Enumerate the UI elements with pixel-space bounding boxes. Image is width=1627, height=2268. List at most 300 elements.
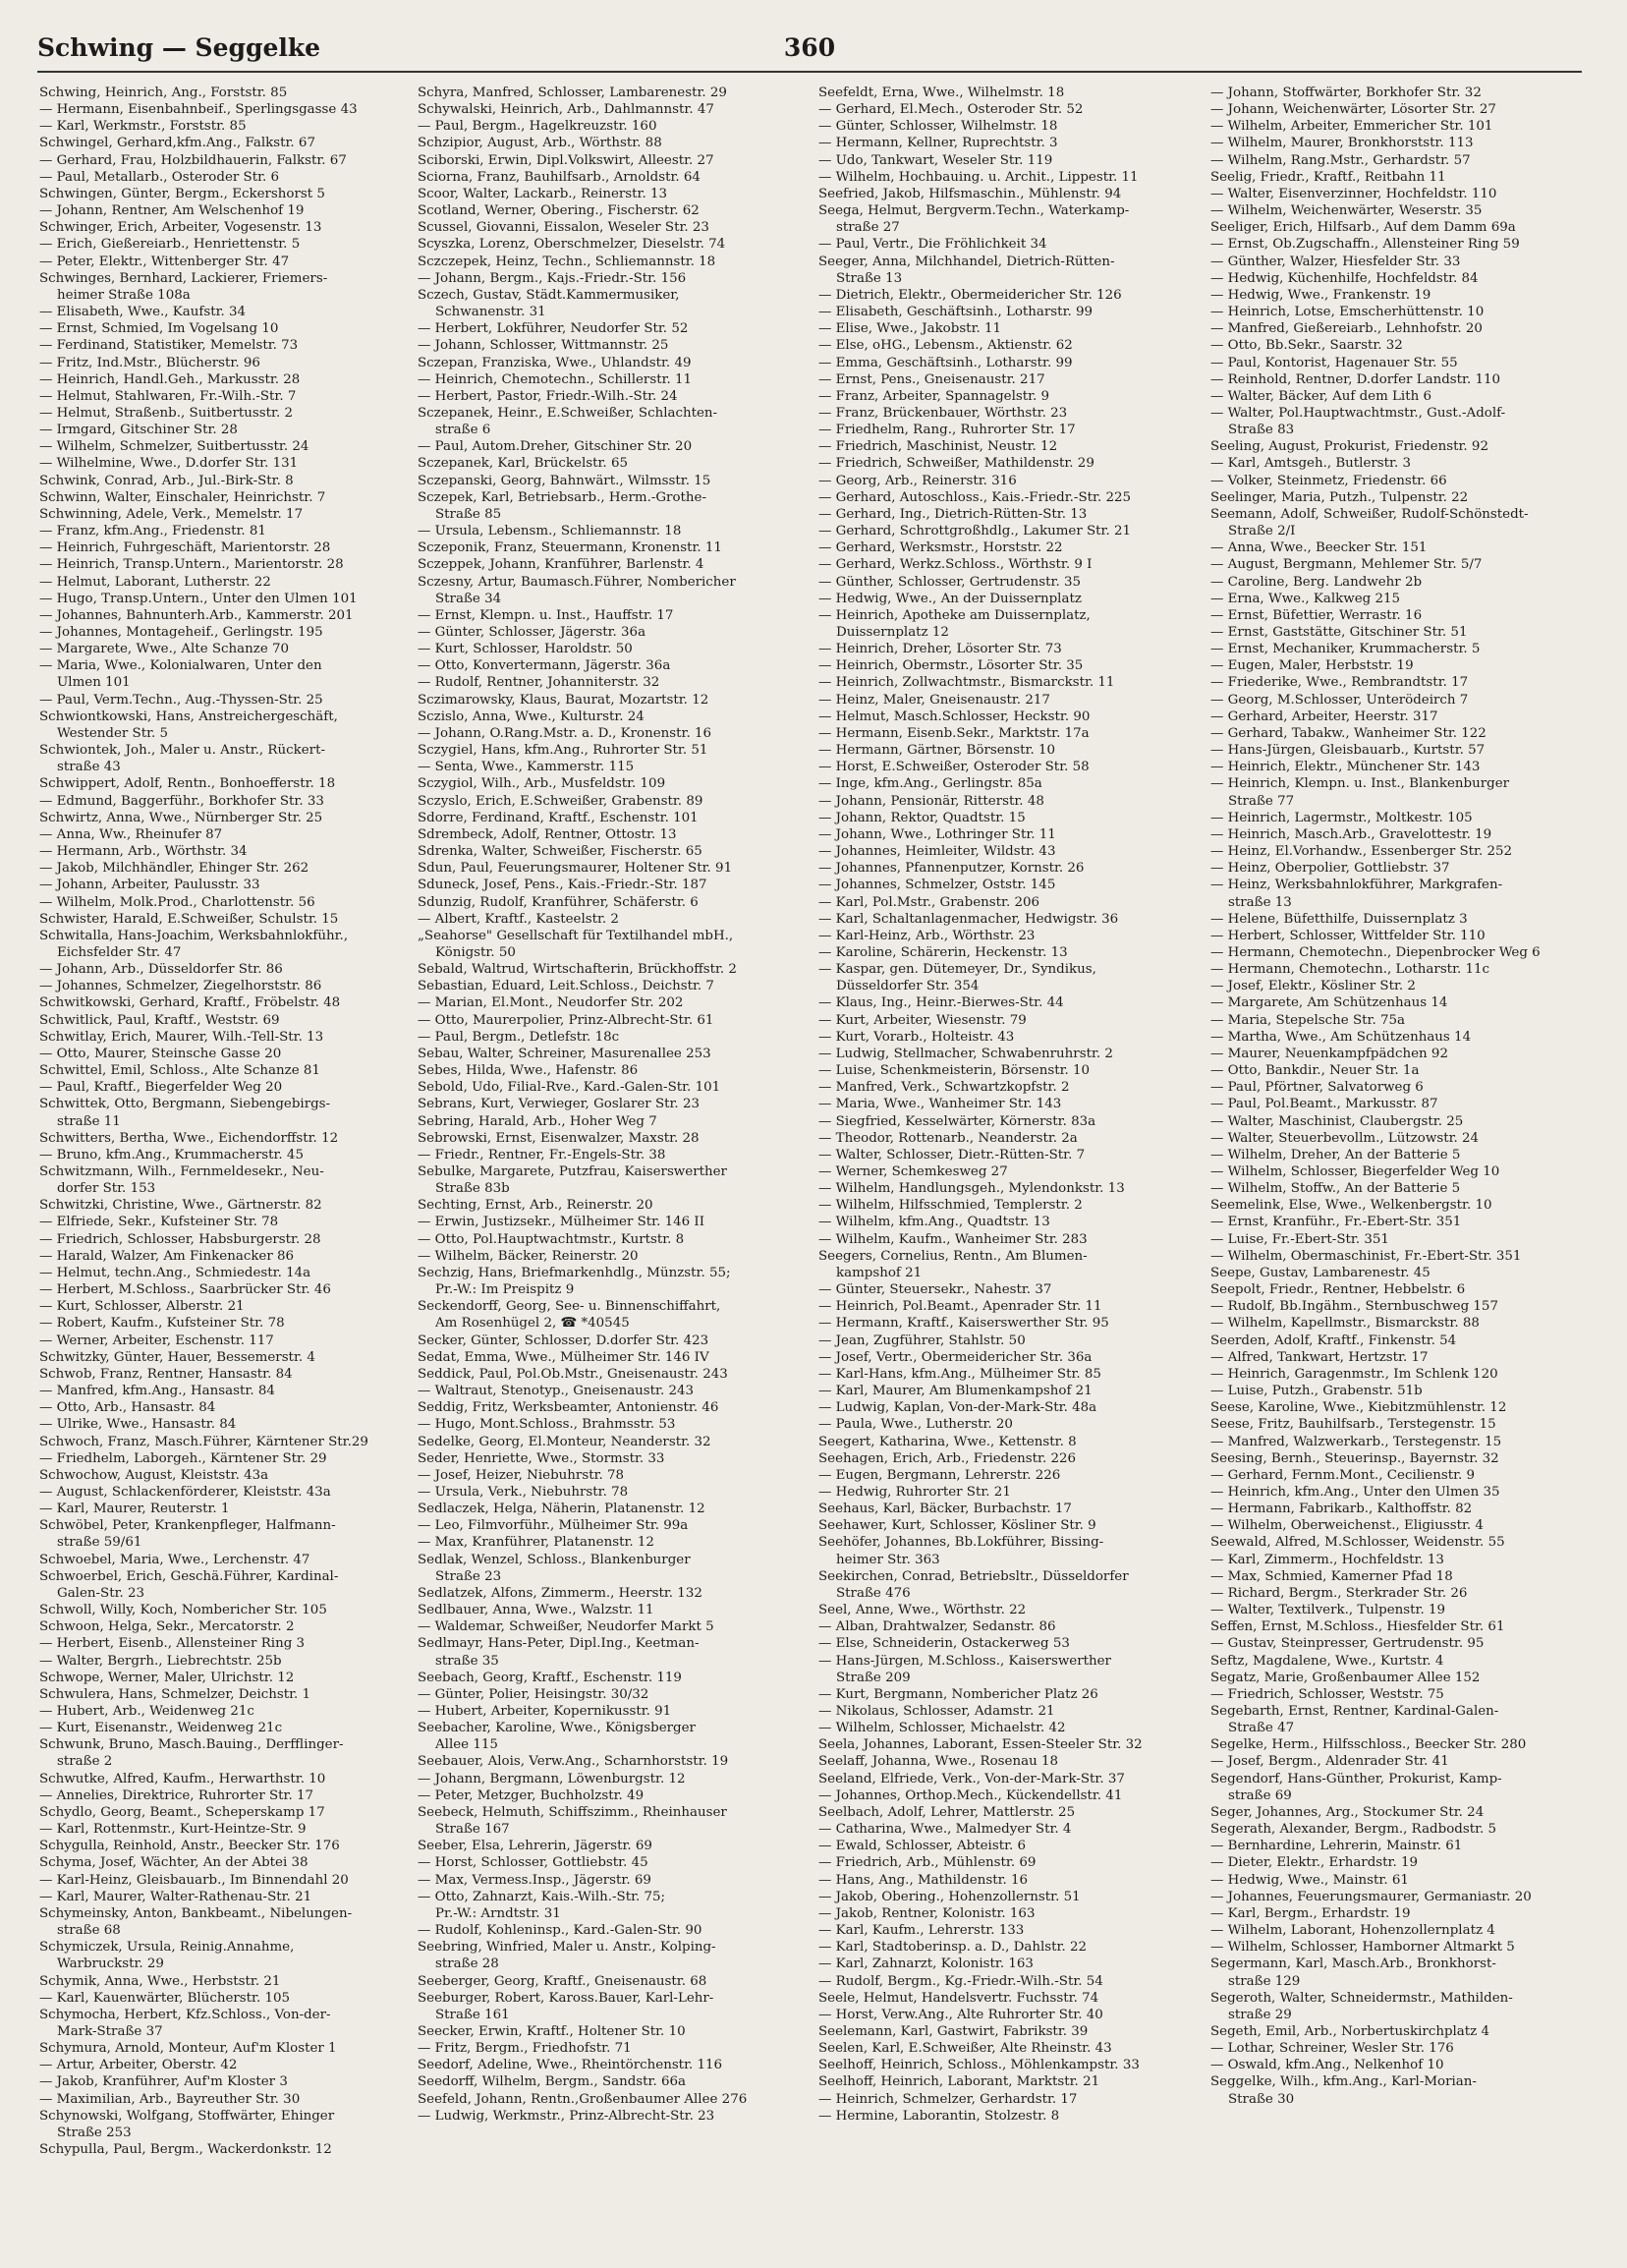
- directory-entry: — Karl-Heinz, Arb., Wörthstr. 23: [818, 928, 1036, 943]
- directory-entry: — Heinrich, Lotse, Emscherhüttenstr. 10: [1210, 305, 1485, 320]
- directory-entry: Schwink, Conrad, Arb., Jul.-Birk-Str. 8: [39, 473, 294, 488]
- directory-entry: — Heinz, Werksbahnlokführer, Markgrafen-: [1210, 878, 1503, 893]
- directory-entry: — Maria, Wwe., Wanheimer Str. 143: [818, 1097, 1062, 1112]
- directory-entry: — Karl-Hans, kfm.Ang., Mülheimer Str. 85: [818, 1366, 1101, 1382]
- directory-entry: Seeberger, Georg, Kraftf., Gneisenaustr. 68: [418, 1973, 707, 1989]
- directory-entry: — Karl, Kauenwärter, Blücherstr. 105: [39, 1990, 291, 2006]
- directory-entry: — Jakob, Milchhändler, Ehinger Str. 262: [39, 861, 309, 877]
- directory-entry: Seeger, Anna, Milchhandel, Dietrich-Rütten-: [818, 254, 1115, 269]
- directory-entry: — Paul, Kontorist, Hagenauer Str. 55: [1210, 355, 1458, 370]
- entry-continuation: heimer Str. 363: [836, 1552, 940, 1567]
- directory-entry: — Hermann, Chemotechn., Lotharstr. 11c: [1210, 962, 1490, 978]
- directory-entry: Seehöfer, Johannes, Bb.Lokführer, Bissing-: [818, 1535, 1104, 1551]
- entry-continuation: straße 69: [1228, 1787, 1292, 1803]
- directory-entry: Sczepanek, Karl, Brückelstr. 65: [418, 456, 628, 472]
- directory-entry: Seffen, Ernst, M.Schloss., Hiesfelder Str. 61: [1210, 1619, 1505, 1635]
- directory-entry: Sdun, Paul, Feuerungsmaurer, Holtener Str. 91: [418, 861, 733, 877]
- entry-continuation: straße 59/61: [57, 1535, 142, 1551]
- entry-continuation: Straße 83b: [435, 1181, 510, 1197]
- directory-entry: — Herbert, Eisenb., Allensteiner Ring 3: [39, 1636, 306, 1652]
- directory-entry: — Nikolaus, Schlosser, Adamstr. 21: [818, 1704, 1055, 1719]
- directory-entry: — Günter, Polier, Heisingstr. 30/32: [418, 1686, 649, 1702]
- directory-entry: — Luise, Schenkmeisterin, Börsenstr. 10: [818, 1063, 1091, 1079]
- directory-entry: — Dieter, Elektr., Erhardstr. 19: [1210, 1855, 1419, 1871]
- directory-entry: — Kurt, Schlosser, Haroldstr. 50: [418, 642, 633, 657]
- directory-entry: Scyszka, Lorenz, Oberschmelzer, Dieselstr. 74: [418, 237, 726, 253]
- directory-entry: — Franz, kfm.Ang., Friedenstr. 81: [39, 524, 266, 539]
- entry-continuation: dorfer Str. 153: [57, 1181, 156, 1197]
- directory-entry: Seele, Helmut, Handelsvertr. Fuchsstr. 74: [818, 1990, 1099, 2006]
- directory-entry: — Johannes, Bahnunterh.Arb., Kammerstr. 201: [39, 607, 354, 623]
- directory-entry: — Hubert, Arbeiter, Kopernikusstr. 91: [418, 1704, 672, 1719]
- directory-entry: Schwitters, Bertha, Wwe., Eichendorffstr. 12: [39, 1130, 339, 1146]
- directory-entry: — Kurt, Bergmann, Nombericher Platz 26: [818, 1686, 1098, 1702]
- directory-entry: — Ludwig, Kaplan, Von-der-Mark-Str. 48a: [818, 1400, 1097, 1416]
- directory-entry: Sdunzig, Rudolf, Kranführer, Schäferstr. 6: [418, 894, 699, 910]
- directory-entry: — Hubert, Arb., Weidenweg 21c: [39, 1704, 254, 1719]
- directory-entry: — Manfred, Verk., Schwartzkopfstr. 2: [818, 1080, 1070, 1096]
- directory-entry: — Wilhelm, Schlosser, Biegerfelder Weg 10: [1210, 1164, 1500, 1179]
- directory-entry: — Helmut, Masch.Schlosser, Heckstr. 90: [818, 709, 1091, 724]
- directory-entry: — Artur, Arbeiter, Oberstr. 42: [39, 2058, 238, 2073]
- directory-entry: Seefried, Jakob, Hilfsmaschin., Mühlenstr. 94: [818, 186, 1122, 201]
- directory-entry: — Manfred, Gießereiarb., Lehnhofstr. 20: [1210, 321, 1483, 337]
- directory-entry: — Hedwig, Küchenhilfe, Hochfeldstr. 84: [1210, 270, 1479, 286]
- directory-entry: — Günter, Schlosser, Jägerstr. 36a: [418, 625, 646, 640]
- directory-entry: — Inge, kfm.Ang., Gerlingstr. 85a: [818, 776, 1042, 792]
- directory-entry: Sebulke, Margarete, Putzfrau, Kaiserswerther: [418, 1164, 727, 1179]
- directory-entry: — Hermine, Laborantin, Stolzestr. 8: [818, 2108, 1060, 2124]
- directory-entry: — Wilhelm, Rang.Mstr., Gerhardstr. 57: [1210, 152, 1471, 168]
- directory-entry: — Hedwig, Wwe., Mainstr. 61: [1210, 1872, 1409, 1888]
- directory-entry: Seepolt, Friedr., Rentner, Hebbelstr. 6: [1210, 1282, 1466, 1298]
- directory-entry: — Reinhold, Rentner, D.dorfer Landstr. 110: [1210, 371, 1501, 387]
- directory-entry: Sczepanek, Heinr., E.Schweißer, Schlachten-: [418, 405, 718, 421]
- entry-continuation: Straße 13: [836, 270, 903, 286]
- directory-entry: — Wilhelm, Oberweichenst., Eligiusstr. 4: [1210, 1518, 1484, 1534]
- entry-continuation: Warbruckstr. 29: [57, 1956, 164, 1972]
- directory-entry: — Helmut, Laborant, Lutherstr. 22: [39, 574, 271, 590]
- directory-entry: — Erich, Gießereiarb., Henriettenstr. 5: [39, 237, 301, 253]
- directory-entry: Seefeldt, Erna, Wwe., Wilhelmstr. 18: [818, 85, 1065, 100]
- column-2: [418, 85, 809, 2256]
- entry-continuation: Straße 167: [435, 1822, 510, 1838]
- directory-entry: — Ernst, Mechaniker, Krummacherstr. 5: [1210, 642, 1481, 657]
- directory-entry: — Gerhard, Schrottgroßhdlg., Lakumer Str. 21: [818, 524, 1132, 539]
- directory-entry: — Senta, Wwe., Kammerstr. 115: [418, 760, 635, 775]
- directory-entry: — Friedhelm, Rang., Ruhrorter Str. 17: [818, 423, 1076, 438]
- directory-entry: — Helmut, Stahlwaren, Fr.-Wilh.-Str. 7: [39, 388, 297, 404]
- directory-entry: Schwirtz, Anna, Wwe., Nürnberger Str. 25: [39, 810, 323, 825]
- directory-entry: — Heinrich, Apotheke am Duissernplatz,: [818, 607, 1091, 623]
- directory-entry: Schwochow, August, Kleiststr. 43a: [39, 1467, 269, 1483]
- directory-entry: — Siegfried, Kesselwärter, Körnerstr. 83a: [818, 1113, 1096, 1129]
- entry-continuation: Am Rosenhügel 2, ☎ *40545: [435, 1316, 630, 1332]
- directory-entry: Sedelke, Georg, El.Monteur, Neanderstr. 32: [418, 1434, 711, 1449]
- directory-entry: — Georg, Arb., Reinerstr. 316: [818, 473, 1017, 488]
- directory-entry: Seebring, Winfried, Maler u. Anstr., Kolping-: [418, 1940, 716, 1956]
- directory-entry: — Heinrich, Lagermstr., Moltkestr. 105: [1210, 810, 1473, 825]
- directory-entry: — Else, oHG., Lebensm., Aktienstr. 62: [818, 338, 1073, 354]
- directory-entry: „Seahorse" Gesellschaft für Textilhandel mbH.,: [418, 928, 734, 943]
- directory-entry: Sczepek, Karl, Betriebsarb., Herm.-Grothe-: [418, 489, 706, 505]
- directory-entry: — Wilhelm, Arbeiter, Emmericher Str. 101: [1210, 119, 1493, 135]
- directory-entry: Sczech, Gustav, Städt.Kammermusiker,: [418, 287, 680, 303]
- directory-entry: Sczyslo, Erich, E.Schweißer, Grabenstr. 89: [418, 793, 703, 809]
- directory-entry: Sedat, Emma, Wwe., Mülheimer Str. 146 IV: [418, 1349, 709, 1365]
- directory-entry: — Elisabeth, Geschäftsinh., Lotharstr. 99: [818, 305, 1094, 320]
- directory-entry: — Maria, Wwe., Kolonialwaren, Unter den: [39, 658, 322, 674]
- directory-entry: — Karl, Maurer, Walter-Rathenau-Str. 21: [39, 1889, 312, 1904]
- directory-entry: Scoor, Walter, Lackarb., Reinerstr. 13: [418, 186, 668, 201]
- directory-entry: — Johannes, Heimleiter, Wildstr. 43: [818, 844, 1056, 860]
- directory-entry: — Peter, Elektr., Wittenberger Str. 47: [39, 254, 290, 269]
- directory-entry: — Hans-Jürgen, Gleisbauarb., Kurtstr. 57: [1210, 743, 1486, 759]
- entry-continuation: Straße 23: [435, 1568, 502, 1584]
- directory-entry: — Herbert, Schlosser, Wittfelder Str. 110: [1210, 928, 1486, 943]
- directory-entry: Seegert, Katharina, Wwe., Kettenstr. 8: [818, 1434, 1077, 1449]
- directory-entry: — Franz, Brückenbauer, Wörthstr. 23: [818, 405, 1068, 421]
- directory-entry: Seeber, Elsa, Lehrerin, Jägerstr. 69: [418, 1839, 652, 1854]
- directory-entry: Sedlaczek, Helga, Näherin, Platanenstr. 12: [418, 1502, 705, 1517]
- directory-entry: — Gerhard, Werksmstr., Horststr. 22: [818, 540, 1063, 556]
- directory-entry: — Otto, Zahnarzt, Kais.-Wilh.-Str. 75;: [418, 1889, 666, 1904]
- directory-entry: Schwinn, Walter, Einschaler, Heinrichstr. 7: [39, 489, 326, 505]
- directory-entry: — Hermann, Chemotechn., Diepenbrocker Weg 6: [1210, 944, 1541, 960]
- directory-entry: — Walter, Schlosser, Dietr.-Rütten-Str. 7: [818, 1147, 1086, 1162]
- directory-entry: — Hermann, Eisenbahnbeif., Sperlingsgasse 43: [39, 102, 358, 118]
- directory-entry: — Karl, Maurer, Reuterstr. 1: [39, 1502, 230, 1517]
- directory-entry: Schwoerbel, Erich, Geschä.Führer, Kardinal-: [39, 1568, 339, 1584]
- directory-entry: — Gerhard, Autoschloss., Kais.-Friedr.-Str. 225: [818, 489, 1132, 505]
- entry-continuation: Allee 115: [435, 1737, 498, 1753]
- directory-entry: Schwinger, Erich, Arbeiter, Vogesenstr. 13: [39, 220, 322, 236]
- entry-continuation: Eichsfelder Str. 47: [57, 944, 182, 960]
- directory-entry: — Fritz, Bergm., Friedhofstr. 71: [418, 2041, 632, 2057]
- directory-entry: Sebald, Waltrud, Wirtschafterin, Brückhoffstr. 2: [418, 962, 737, 978]
- directory-entry: — Paul, Autom.Dreher, Gitschiner Str. 20: [418, 439, 693, 455]
- directory-entry: — Otto, Maurer, Steinsche Gasse 20: [39, 1046, 282, 1061]
- directory-entry: Seeburger, Robert, Kaross.Bauer, Karl-Lehr-: [418, 1990, 714, 2006]
- directory-entry: Seehaus, Karl, Bäcker, Burbachstr. 17: [818, 1502, 1072, 1517]
- directory-entry: — Wilhelm, Bäcker, Reinerstr. 20: [418, 1248, 639, 1264]
- directory-entry: — Helmut, Straßenb., Suitbertusstr. 2: [39, 405, 293, 421]
- directory-entry: Seger, Johannes, Arg., Stockumer Str. 24: [1210, 1804, 1485, 1820]
- directory-entry: — Horst, Verw.Ang., Alte Ruhrorter Str. 40: [818, 2007, 1103, 2022]
- directory-entry: Schyra, Manfred, Schlosser, Lambarenestr. 29: [418, 85, 727, 100]
- directory-entry: — Ferdinand, Statistiker, Memelstr. 73: [39, 338, 299, 354]
- entry-continuation: Straße 209: [836, 1670, 911, 1685]
- directory-entry: — Johann, Bergmann, Löwenburgstr. 12: [418, 1771, 686, 1786]
- directory-entry: — Heinrich, Klempn. u. Inst., Blankenburger: [1210, 776, 1510, 792]
- directory-entry: — Walter, Steuerbevollm., Lützowstr. 24: [1210, 1130, 1480, 1146]
- directory-entry: Seelaff, Johanna, Wwe., Rosenau 18: [818, 1754, 1059, 1770]
- directory-entry: — Walter, Bergrh., Liebrechtstr. 25b: [39, 1653, 282, 1669]
- directory-entry: — Luise, Putzh., Grabenstr. 51b: [1210, 1384, 1423, 1399]
- directory-entry: Sebrowski, Ernst, Eisenwalzer, Maxstr. 28: [418, 1130, 700, 1146]
- directory-entry: Seddick, Paul, Pol.Ob.Mstr., Gneisenaustr. 243: [418, 1366, 728, 1382]
- directory-entry: — Friedhelm, Laborgeh., Kärntener Str. 29: [39, 1450, 327, 1466]
- directory-entry: — Harald, Walzer, Am Finkenacker 86: [39, 1248, 295, 1264]
- directory-entry: Segendorf, Hans-Günther, Prokurist, Kamp-: [1210, 1771, 1502, 1786]
- entry-continuation: Duissernplatz 12: [836, 625, 949, 640]
- directory-entry: — Johannes, Feuerungsmaurer, Germaniastr. 20: [1210, 1889, 1532, 1904]
- directory-entry: Seehawer, Kurt, Schlosser, Kösliner Str. 9: [818, 1518, 1096, 1534]
- directory-entry: — Heinrich, Masch.Arb., Gravelottestr. 19: [1210, 826, 1492, 842]
- entry-continuation: Westender Str. 5: [57, 725, 169, 741]
- directory-entry: — Annelies, Direktrice, Ruhrorter Str. 17: [39, 1787, 314, 1803]
- directory-entry: — Hugo, Transp.Untern., Unter den Ulmen 101: [39, 591, 358, 606]
- directory-entry: Seeland, Elfriede, Verk., Von-der-Mark-Str. 37: [818, 1771, 1125, 1786]
- directory-entry: Sebastian, Eduard, Leit.Schloss., Deichstr. 7: [418, 979, 714, 994]
- directory-entry: — Alban, Drahtwalzer, Sedanstr. 86: [818, 1619, 1056, 1635]
- directory-entry: Schwitzmann, Wilh., Fernmeldesekr., Neu-: [39, 1164, 324, 1179]
- directory-entry: — Gerhard, Ing., Dietrich-Rütten-Str. 13: [818, 506, 1088, 522]
- entry-continuation: Pr.-W.: Arndtstr. 31: [435, 1905, 561, 1921]
- directory-entry: Schymocha, Herbert, Kfz.Schloss., Von-der-: [39, 2007, 331, 2022]
- directory-entry: — Günter, Schlosser, Wilhelmstr. 18: [818, 119, 1058, 135]
- directory-entry: — Jakob, Rentner, Kolonistr. 163: [818, 1905, 1036, 1921]
- directory-entry: — Maria, Stepelsche Str. 75a: [1210, 1012, 1405, 1028]
- directory-entry: Seedorf, Adeline, Wwe., Rheintörchenstr. 116: [418, 2058, 723, 2073]
- directory-entry: — August, Schlackenförderer, Kleiststr. 43a: [39, 1484, 331, 1500]
- directory-entry: Sebau, Walter, Schreiner, Masurenallee 253: [418, 1046, 711, 1061]
- directory-entry: Seftz, Magdalene, Wwe., Kurtstr. 4: [1210, 1653, 1444, 1669]
- directory-entry: — Friedr., Rentner, Fr.-Engels-Str. 38: [418, 1147, 666, 1162]
- entry-continuation: Straße 85: [435, 506, 502, 522]
- directory-entry: Sdorre, Ferdinand, Kraftf., Eschenstr. 101: [418, 810, 699, 825]
- directory-entry: — Friedrich, Schlosser, Habsburgerstr. 28: [39, 1231, 321, 1247]
- directory-entry: — Karl, Kaufm., Lehrerstr. 133: [818, 1923, 1025, 1939]
- directory-entry: — Horst, Schlosser, Gottliebstr. 45: [418, 1855, 648, 1871]
- directory-entry: Segebarth, Ernst, Rentner, Kardinal-Galen-: [1210, 1704, 1499, 1719]
- directory-entry: Seega, Helmut, Bergverm.Techn., Waterkamp-: [818, 203, 1130, 219]
- directory-entry: Seggelke, Wilh., kfm.Ang., Karl-Morian-: [1210, 2074, 1477, 2090]
- directory-entry: — Paul, Bergm., Detlefstr. 18c: [418, 1029, 620, 1045]
- column-4: [1210, 85, 1586, 2256]
- directory-entry: Sedlak, Wenzel, Schloss., Blankenburger: [418, 1552, 691, 1567]
- directory-entry: — Paul, Verm.Techn., Aug.-Thyssen-Str. 25: [39, 692, 323, 708]
- directory-entry: — Karl, Amtsgeh., Butlerstr. 3: [1210, 456, 1412, 472]
- directory-entry: Sczimarowsky, Klaus, Baurat, Mozartstr. 12: [418, 692, 709, 708]
- directory-entry: — Eugen, Maler, Herbststr. 19: [1210, 658, 1414, 674]
- directory-entry: — Erwin, Justizsekr., Mülheimer Str. 146 II: [418, 1215, 705, 1230]
- column-1: [39, 85, 408, 2256]
- directory-entry: Seelen, Karl, E.Schweißer, Alte Rheinstr. 43: [818, 2041, 1112, 2057]
- directory-entry: — Wilhelm, Hilfsschmied, Templerstr. 2: [818, 1198, 1083, 1214]
- directory-entry: — Friedrich, Schweißer, Mathildenstr. 29: [818, 456, 1094, 472]
- directory-entry: — Margarete, Am Schützenhaus 14: [1210, 995, 1448, 1011]
- directory-entry: — Maurer, Neuenkampfpädchen 92: [1210, 1046, 1448, 1061]
- directory-entry: — Anna, Wwe., Beecker Str. 151: [1210, 540, 1428, 556]
- directory-entry: — Ernst, Ob.Zugschaffn., Allensteiner Ring 59: [1210, 237, 1520, 253]
- directory-entry: — Wilhelm, Hochbauing. u. Archit., Lippestr. 11: [818, 169, 1139, 185]
- directory-entry: — Johann, Stoffwärter, Borkhofer Str. 32: [1210, 85, 1482, 100]
- directory-entry: Schwitlick, Paul, Kraftf., Weststr. 69: [39, 1012, 280, 1028]
- directory-entry: — Paul, Metallarb., Osteroder Str. 6: [39, 169, 280, 185]
- directory-entry: — Paul, Bergm., Hagelkreuzstr. 160: [418, 119, 657, 135]
- directory-entry: — Edmund, Baggerführ., Borkhofer Str. 33: [39, 793, 324, 809]
- directory-entry: — Ernst, Büfettier, Werrastr. 16: [1210, 607, 1423, 623]
- directory-entry: Seewald, Alfred, M.Schlosser, Weidenstr. 55: [1210, 1535, 1505, 1551]
- directory-entry: Seebach, Georg, Kraftf., Eschenstr. 119: [418, 1670, 682, 1685]
- directory-entry: — Alfred, Tankwart, Hertzstr. 17: [1210, 1349, 1429, 1365]
- directory-entry: — Karl, Maurer, Am Blumenkampshof 21: [818, 1384, 1093, 1399]
- directory-entry: — Hans, Ang., Mathildenstr. 16: [818, 1872, 1029, 1888]
- directory-entry: — Heinrich, Pol.Beamt., Apenrader Str. 11: [818, 1299, 1102, 1315]
- directory-entry: Sechting, Ernst, Arb., Reinerstr. 20: [418, 1198, 653, 1214]
- directory-entry: — Ernst, Kranführ., Fr.-Ebert-Str. 351: [1210, 1215, 1462, 1230]
- directory-entry: — Rudolf, Rentner, Johanniterstr. 32: [418, 675, 660, 691]
- directory-entry: — Otto, Bankdir., Neuer Str. 1a: [1210, 1063, 1420, 1079]
- directory-entry: — Leo, Filmvorführ., Mülheimer Str. 99a: [418, 1518, 689, 1534]
- directory-entry: — Otto, Konvertermann, Jägerstr. 36a: [418, 658, 671, 674]
- directory-entry: — Heinrich, Transp.Untern., Marientorstr. 28: [39, 557, 344, 573]
- directory-entry: Seelig, Friedr., Kraftf., Reitbahn 11: [1210, 169, 1446, 185]
- directory-entry: — Hermann, Fabrikarb., Kalthoffstr. 82: [1210, 1502, 1473, 1517]
- directory-entry: Segatz, Marie, Großenbaumer Allee 152: [1210, 1670, 1481, 1685]
- directory-entry: Scussel, Giovanni, Eissalon, Weseler Str. 23: [418, 220, 709, 236]
- directory-entry: — Walter, Maschinist, Claubergstr. 25: [1210, 1113, 1464, 1129]
- directory-entry: Sczygiel, Hans, kfm.Ang., Ruhrorter Str. 51: [418, 743, 708, 759]
- directory-entry: — Ursula, Verk., Niebuhrstr. 78: [418, 1484, 629, 1500]
- directory-entry: — Paul, Kraftf., Biegerfelder Weg 20: [39, 1080, 283, 1096]
- entry-continuation: Mark-Straße 37: [57, 2023, 163, 2039]
- directory-entry: — Wilhelm, Stoffw., An der Batterie 5: [1210, 1181, 1461, 1197]
- directory-entry: — Johannes, Montageheif., Gerlingstr. 195: [39, 625, 323, 640]
- directory-entry: Sczeponik, Franz, Steuermann, Kronenstr. 11: [418, 540, 722, 556]
- directory-entry: — Hermann, Kraftf., Kaiserswerther Str. 95: [818, 1316, 1109, 1332]
- directory-entry: Sczislo, Anna, Wwe., Kulturstr. 24: [418, 709, 645, 724]
- directory-entry: Schymura, Arnold, Monteur, Auf'm Kloster 1: [39, 2041, 337, 2057]
- entry-continuation: Straße 83: [1228, 423, 1295, 438]
- directory-entry: — August, Bergmann, Mehlemer Str. 5/7: [1210, 557, 1483, 573]
- directory-entry: — Hedwig, Wwe., Frankenstr. 19: [1210, 287, 1431, 303]
- directory-entry: — Karl, Werkmstr., Forststr. 85: [39, 119, 247, 135]
- directory-entry: — Johannes, Schmelzer, Oststr. 145: [818, 878, 1056, 893]
- directory-entry: Schwoon, Helga, Sekr., Mercatorstr. 2: [39, 1619, 295, 1635]
- directory-entry: — Max, Kranführer, Platanenstr. 12: [418, 1535, 654, 1551]
- directory-entry: — Waltraut, Stenotyp., Gneisenaustr. 243: [418, 1384, 695, 1399]
- directory-entry: — Wilhelm, Kapellmstr., Bismarckstr. 88: [1210, 1316, 1480, 1332]
- directory-entry: — Johann, Arbeiter, Paulusstr. 33: [39, 878, 260, 893]
- directory-entry: Seelhoff, Heinrich, Laborant, Marktstr. 21: [818, 2074, 1100, 2090]
- entry-continuation: Düsseldorfer Str. 354: [836, 979, 980, 994]
- directory-entry: — Georg, M.Schlosser, Unterödeirch 7: [1210, 692, 1469, 708]
- directory-entry: Seelinger, Maria, Putzh., Tulpenstr. 22: [1210, 489, 1469, 505]
- directory-entry: — Johannes, Schmelzer, Ziegelhorststr. 86: [39, 979, 322, 994]
- directory-entry: — Hermann, Arb., Wörthstr. 34: [39, 844, 248, 860]
- directory-entry: — Heinz, El.Vorhandw., Essenberger Str. 252: [1210, 844, 1513, 860]
- directory-entry: Schwippert, Adolf, Rentn., Bonhoefferstr. 18: [39, 776, 336, 792]
- directory-entry: Segeroth, Walter, Schneidermstr., Mathilden-: [1210, 1990, 1513, 2006]
- directory-entry: — Gerhard, El.Mech., Osteroder Str. 52: [818, 102, 1084, 118]
- directory-entry: — Paul, Pol.Beamt., Markusstr. 87: [1210, 1097, 1438, 1112]
- directory-entry: Sczepanski, Georg, Bahnwärt., Wilmsstr. 15: [418, 473, 711, 488]
- directory-entry: — Heinrich, Garagenmstr., Im Schlenk 120: [1210, 1366, 1498, 1382]
- directory-entry: Schwitkowski, Gerhard, Kraftf., Fröbelstr. 48: [39, 995, 341, 1011]
- directory-entry: — Wilhelm, Dreher, An der Batterie 5: [1210, 1147, 1461, 1162]
- directory-entry: Schwingen, Günter, Bergm., Eckershorst 5: [39, 186, 325, 201]
- directory-entry: — Jakob, Kranführer, Auf'm Kloster 3: [39, 2074, 288, 2090]
- directory-entry: — Hedwig, Wwe., An der Duissernplatz: [818, 591, 1082, 606]
- directory-entry: Sebrans, Kurt, Verwieger, Goslarer Str. 23: [418, 1097, 700, 1112]
- entry-continuation: Straße 30: [1228, 2091, 1295, 2107]
- directory-entry: — Karl, Pol.Mstr., Grabenstr. 206: [818, 894, 1040, 910]
- directory-entry: — Paula, Wwe., Lutherstr. 20: [818, 1417, 1013, 1433]
- entry-continuation: Galen-Str. 23: [57, 1585, 145, 1601]
- directory-entry: Sczesny, Artur, Baumasch.Führer, Nombericher: [418, 574, 736, 590]
- directory-entry: Schywalski, Heinrich, Arb., Dahlmannstr. 47: [418, 102, 714, 118]
- directory-entry: Seekirchen, Conrad, Betriebsltr., Düsseldorfer: [818, 1568, 1129, 1584]
- directory-entry: Schwittek, Otto, Bergmann, Siebengebirgs-: [39, 1097, 331, 1112]
- directory-entry: Sechzig, Hans, Briefmarkenhdlg., Münzstr. 55;: [418, 1265, 731, 1280]
- directory-entry: — Otto, Bb.Sekr., Saarstr. 32: [1210, 338, 1403, 354]
- directory-entry: — Werner, Arbeiter, Eschenstr. 117: [39, 1332, 274, 1348]
- directory-entry: — Wilhelm, Schlosser, Michaelstr. 42: [818, 1721, 1066, 1736]
- directory-entry: Segermann, Karl, Masch.Arb., Bronkhorst-: [1210, 1956, 1496, 1972]
- directory-entry: — Theodor, Rottenarb., Neanderstr. 2a: [818, 1130, 1078, 1146]
- entry-continuation: Straße 34: [435, 591, 502, 606]
- directory-entry: — Heinrich, Zollwachtmstr., Bismarckstr. 11: [818, 675, 1115, 691]
- directory-entry: — Heinrich, Obermstr., Lösorter Str. 35: [818, 658, 1084, 674]
- directory-entry: Schynowski, Wolfgang, Stoffwärter, Ehinger: [39, 2108, 335, 2124]
- directory-entry: Seela, Johannes, Laborant, Essen-Steeler Str. 32: [818, 1737, 1143, 1753]
- directory-entry: Segeth, Emil, Arb., Norbertuskirchplatz 4: [1210, 2023, 1490, 2039]
- directory-entry: Seegers, Cornelius, Rentn., Am Blumen-: [818, 1248, 1088, 1264]
- directory-entry: — Herbert, Pastor, Friedr.-Wilh.-Str. 24: [418, 388, 678, 404]
- directory-entry: — Friedrich, Schlosser, Weststr. 75: [1210, 1686, 1444, 1702]
- directory-entry: Schwulera, Hans, Schmelzer, Deichstr. 1: [39, 1686, 311, 1702]
- directory-entry: — Irmgard, Gitschiner Str. 28: [39, 423, 238, 438]
- directory-entry: Schwiontkowski, Hans, Anstreichergeschäft,: [39, 709, 338, 724]
- entry-continuation: straße 2: [57, 1754, 113, 1770]
- directory-entry: — Klaus, Ing., Heinr.-Bierwes-Str. 44: [818, 995, 1064, 1011]
- directory-entry: Schypulla, Paul, Bergm., Wackerdonkstr. 12: [39, 2142, 332, 2158]
- directory-entry: — Caroline, Berg. Landwehr 2b: [1210, 574, 1423, 590]
- directory-entry: — Bernhardine, Lehrerin, Mainstr. 61: [1210, 1839, 1463, 1854]
- directory-entry: Schwoebel, Maria, Wwe., Lerchenstr. 47: [39, 1552, 310, 1567]
- directory-entry: Schwope, Werner, Maler, Ulrichstr. 12: [39, 1670, 295, 1685]
- directory-entry: — Friederike, Wwe., Rembrandtstr. 17: [1210, 675, 1469, 691]
- directory-entry: — Kurt, Schlosser, Alberstr. 21: [39, 1299, 245, 1315]
- entry-continuation: Königstr. 50: [435, 944, 516, 960]
- directory-entry: Schwinning, Adele, Verk., Memelstr. 17: [39, 506, 304, 522]
- directory-entry: — Ulrike, Wwe., Hansastr. 84: [39, 1417, 237, 1433]
- directory-entry: — Elise, Wwe., Jakobstr. 11: [818, 321, 1002, 337]
- directory-entry: — Catharina, Wwe., Malmedyer Str. 4: [818, 1822, 1072, 1838]
- directory-entry: — Wilhelmine, Wwe., D.dorfer Str. 131: [39, 456, 299, 472]
- directory-entry: — Johann, Bergm., Kajs.-Friedr.-Str. 156: [418, 270, 687, 286]
- directory-entry: — Walter, Eisenverzinner, Hochfeldstr. 110: [1210, 186, 1497, 201]
- directory-entry: — Gerhard, Tabakw., Wanheimer Str. 122: [1210, 725, 1487, 741]
- directory-entry: Schydlo, Georg, Beamt., Scheperskamp 17: [39, 1804, 325, 1820]
- directory-entry: — Walter, Textilverk., Tulpenstr. 19: [1210, 1603, 1446, 1618]
- directory-entry: — Margarete, Wwe., Alte Schanze 70: [39, 642, 290, 657]
- directory-entry: — Wilhelm, Molk.Prod., Charlottenstr. 56: [39, 894, 315, 910]
- directory-entry: Schwob, Franz, Rentner, Hansastr. 84: [39, 1366, 293, 1382]
- directory-entry: — Josef, Vertr., Obermeidericher Str. 36a: [818, 1349, 1093, 1365]
- directory-entry: Sciorna, Franz, Bauhilfsarb., Arnoldstr. 64: [418, 169, 701, 185]
- directory-entry: — Kurt, Vorarb., Holteistr. 43: [818, 1029, 1015, 1045]
- directory-entry: Sczygiol, Wilh., Arb., Musfeldstr. 109: [418, 776, 666, 792]
- directory-entry: — Johann, Weichenwärter, Lösorter Str. 27: [1210, 102, 1496, 118]
- directory-entry: — Manfred, kfm.Ang., Hansastr. 84: [39, 1384, 275, 1399]
- directory-entry: Seehagen, Erich, Arb., Friedenstr. 226: [818, 1450, 1077, 1466]
- directory-entry: — Wilhelm, Laborant, Hohenzollernplatz 4: [1210, 1923, 1495, 1939]
- directory-entry: — Heinrich, Chemotechn., Schillerstr. 11: [418, 371, 693, 387]
- directory-entry: Schyma, Josef, Wächter, An der Abtei 38: [39, 1855, 309, 1871]
